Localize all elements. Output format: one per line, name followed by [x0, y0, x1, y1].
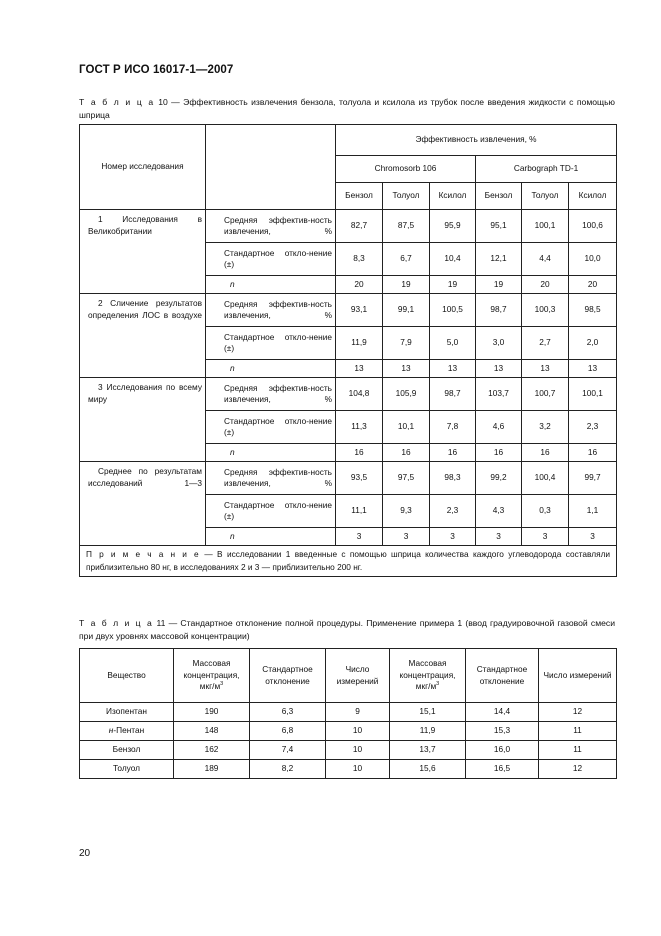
table10-value-cell: 9,3 — [383, 495, 430, 528]
table10-metric-label: Стандартное откло-нение (±) — [206, 495, 336, 528]
table11-value-cell: 162 — [174, 741, 250, 760]
table10-value-cell: 20 — [522, 276, 569, 294]
table11-value-cell: 11 — [539, 741, 617, 760]
table10-value-cell: 10,4 — [430, 243, 476, 276]
table10-value-cell: 2,3 — [430, 495, 476, 528]
table-row — [80, 294, 617, 327]
table10-value-cell: 13 — [430, 360, 476, 378]
table10-value-cell: 3 — [476, 528, 522, 546]
table11-substance-cell — [80, 722, 174, 741]
table10-value-cell: 99,2 — [476, 462, 522, 495]
table10-value-cell: 1,1 — [569, 495, 617, 528]
table10-metric-label: Стандартное откло-нение (±) — [206, 327, 336, 360]
table10-header-compound: Ксилол — [430, 183, 476, 210]
table11-value-cell: 8,2 — [250, 760, 326, 779]
table10-value-cell: 100,4 — [522, 462, 569, 495]
table10-note-lead: П р и м е ч а н и е — [86, 549, 201, 559]
table10-value-cell: 100,1 — [569, 378, 617, 411]
table10-value-cell: 93,5 — [336, 462, 383, 495]
table10-value-cell: 3 — [522, 528, 569, 546]
table11-header-std-dev: Стандартное отклонение — [466, 649, 539, 703]
table-10 — [79, 124, 617, 577]
table10-metric-label: Средняя эффектив-ность извлечения, % — [206, 210, 336, 243]
table10-value-cell: 98,7 — [476, 294, 522, 327]
table11-substance-cell — [80, 760, 174, 779]
table10-metric-label: n — [206, 444, 336, 462]
table10-metric-label: Средняя эффектив-ность извлечения, % — [206, 294, 336, 327]
table11-caption — [79, 617, 615, 642]
table10-caption-text: 10 — Эффективность извлечения бензола, толуола и ксилола из трубок после введения жидкости с помощью шприца — [79, 97, 615, 120]
table11-value-cell: 13,7 — [390, 741, 466, 760]
table10-value-cell: 16 — [430, 444, 476, 462]
table10-header-compound: Толуол — [522, 183, 569, 210]
table10-value-cell: 10,0 — [569, 243, 617, 276]
table11-header-std-dev: Стандартное отклонение — [250, 649, 326, 703]
table10-value-cell: 13 — [476, 360, 522, 378]
table-row — [80, 462, 617, 495]
table10-value-cell: 105,9 — [383, 378, 430, 411]
table11-value-cell: 16,5 — [466, 760, 539, 779]
substance-name: Толуол — [112, 763, 140, 774]
table11-value-cell: 148 — [174, 722, 250, 741]
table10-caption — [79, 96, 615, 121]
table10-value-cell: 13 — [383, 360, 430, 378]
table11-substance-cell — [80, 741, 174, 760]
table11-value-cell: 15,1 — [390, 703, 466, 722]
table10-value-cell: 10,1 — [383, 411, 430, 444]
table10-header-compound: Бензол — [476, 183, 522, 210]
table10-value-cell: 100,6 — [569, 210, 617, 243]
table11-header-mass-conc: Массовая концентрация, мкг/$м^3$ — [174, 649, 250, 703]
table10-value-cell: 5,0 — [430, 327, 476, 360]
table10-value-cell: 16 — [336, 444, 383, 462]
table10-value-cell: 7,8 — [430, 411, 476, 444]
table10-header-compound: Толуол — [383, 183, 430, 210]
table11-header-substance: Вещество — [80, 649, 174, 703]
table10-value-cell: 3,0 — [476, 327, 522, 360]
table10-header-efficiency: Эффективность извлечения, % — [336, 125, 617, 156]
table10-value-cell: 20 — [569, 276, 617, 294]
table10-value-cell: 97,5 — [383, 462, 430, 495]
table10-metric-label: n — [206, 528, 336, 546]
table11-value-cell: 190 — [174, 703, 250, 722]
table10-value-cell: 3 — [569, 528, 617, 546]
table10-metric-label: Стандартное откло-нение (±) — [206, 411, 336, 444]
table10-value-cell: 3 — [336, 528, 383, 546]
table10-metric-label: n — [206, 360, 336, 378]
table10-value-cell: 20 — [336, 276, 383, 294]
table10-value-cell: 0,3 — [522, 495, 569, 528]
table10-value-cell: 19 — [476, 276, 522, 294]
table-row — [80, 703, 617, 722]
table11-value-cell: 16,0 — [466, 741, 539, 760]
table11-value-cell: 15,6 — [390, 760, 466, 779]
table10-value-cell: 16 — [569, 444, 617, 462]
table10-header-compound: Бензол — [336, 183, 383, 210]
table10-value-cell: 98,7 — [430, 378, 476, 411]
table10-value-cell: 16 — [383, 444, 430, 462]
table10-value-cell: 19 — [383, 276, 430, 294]
table10-value-cell: 6,7 — [383, 243, 430, 276]
table10-value-cell: 99,1 — [383, 294, 430, 327]
table10-value-cell: 11,3 — [336, 411, 383, 444]
table10-value-cell: 13 — [336, 360, 383, 378]
table11-value-cell: 12 — [539, 760, 617, 779]
table10-study-label: 2 Сличение результатов определения ЛОС в воздухе — [80, 294, 206, 378]
table10-header-blank — [206, 125, 336, 210]
table10-metric-label: Стандартное откло-нение (±) — [206, 243, 336, 276]
table10-value-cell: 4,4 — [522, 243, 569, 276]
substance-name: Бензол — [112, 744, 141, 755]
table10-value-cell: 3 — [383, 528, 430, 546]
table10-value-cell: 13 — [569, 360, 617, 378]
table10-study-label: Среднее по результатам исследований 1—3 — [80, 462, 206, 546]
table10-value-cell: 2,3 — [569, 411, 617, 444]
table11-header-n: Число измерений — [539, 649, 617, 703]
table10-value-cell: 103,7 — [476, 378, 522, 411]
table11-value-cell: 6,3 — [250, 703, 326, 722]
table10-header-study: Номер исследования — [80, 125, 206, 210]
table10-value-cell: 4,6 — [476, 411, 522, 444]
table10-value-cell: 95,1 — [476, 210, 522, 243]
page-number: 20 — [79, 848, 91, 859]
table10-study-label: 3 Исследования по всему миру — [80, 378, 206, 462]
substance-name: -Пентан — [113, 725, 145, 736]
table10-caption-lead: Т а б л и ц а — [79, 97, 155, 107]
table10-value-cell: 82,7 — [336, 210, 383, 243]
table-row — [80, 722, 617, 741]
table11-value-cell: 11,9 — [390, 722, 466, 741]
table10-value-cell: 95,9 — [430, 210, 476, 243]
table10-metric-label: Средняя эффектив-ность извлечения, % — [206, 462, 336, 495]
table11-value-cell: 12 — [539, 703, 617, 722]
document-header: ГОСТ Р ИСО 16017-1—2007 — [79, 64, 234, 76]
table-row — [80, 378, 617, 411]
substance-prefix: н — [108, 725, 114, 736]
table10-value-cell: 19 — [430, 276, 476, 294]
table10-value-cell: 13 — [522, 360, 569, 378]
table10-metric-label: n — [206, 276, 336, 294]
table10-header-adsorbent-2: Carbograph TD-1 — [476, 156, 617, 183]
table10-value-cell: 100,1 — [522, 210, 569, 243]
table10-value-cell: 11,1 — [336, 495, 383, 528]
table11-value-cell: 189 — [174, 760, 250, 779]
table10-value-cell: 4,3 — [476, 495, 522, 528]
table10-value-cell: 100,5 — [430, 294, 476, 327]
table10-value-cell: 104,8 — [336, 378, 383, 411]
table10-value-cell: 100,7 — [522, 378, 569, 411]
table-row — [80, 210, 617, 243]
table11-caption-text: 11 — Стандартное отклонение полной процедуры. Применение примера 1 (ввод градуировочной газовой смеси при двух уровнях массовой концентрации) — [79, 618, 615, 641]
table10-value-cell: 3 — [430, 528, 476, 546]
table10-value-cell: 8,3 — [336, 243, 383, 276]
table10-value-cell: 12,1 — [476, 243, 522, 276]
table11-value-cell: 10 — [326, 722, 390, 741]
table10-value-cell: 11,9 — [336, 327, 383, 360]
table11-value-cell: 14,4 — [466, 703, 539, 722]
table11-value-cell: 9 — [326, 703, 390, 722]
table10-value-cell: 100,3 — [522, 294, 569, 327]
table10-study-label: 1 Исследования в Великобритании — [80, 210, 206, 294]
table-row — [80, 760, 617, 779]
table10-header-compound: Ксилол — [569, 183, 617, 210]
table11-value-cell: 11 — [539, 722, 617, 741]
table10-note — [80, 546, 617, 577]
table10-value-cell: 7,9 — [383, 327, 430, 360]
table-row — [80, 741, 617, 760]
table10-value-cell: 3,2 — [522, 411, 569, 444]
table10-value-cell: 16 — [476, 444, 522, 462]
table11-value-cell: 15,3 — [466, 722, 539, 741]
table10-note-text: — В исследовании 1 введенные с помощью шприца количества каждого углеводорода составляли приблизительно 80 нг, в исследованиях 2 и 3 — приблизительно 200 нг. — [86, 549, 611, 572]
table10-value-cell: 98,3 — [430, 462, 476, 495]
table11-value-cell: 10 — [326, 741, 390, 760]
table11-caption-lead: Т а б л и ц а — [79, 618, 154, 628]
table11-value-cell: 10 — [326, 760, 390, 779]
table10-value-cell: 87,5 — [383, 210, 430, 243]
table11-header-mass-conc: Массовая концентрация, мкг/$м^3$ — [390, 649, 466, 703]
table10-value-cell: 2,0 — [569, 327, 617, 360]
table-11 — [79, 648, 617, 779]
table10-value-cell: 98,5 — [569, 294, 617, 327]
table11-value-cell: 6,8 — [250, 722, 326, 741]
table10-value-cell: 2,7 — [522, 327, 569, 360]
table11-substance-cell — [80, 703, 174, 722]
table10-value-cell: 93,1 — [336, 294, 383, 327]
table10-value-cell: 99,7 — [569, 462, 617, 495]
table11-header-n: Число измерений — [326, 649, 390, 703]
table10-metric-label: Средняя эффектив-ность извлечения, % — [206, 378, 336, 411]
table10-header-adsorbent-1: Chromosorb 106 — [336, 156, 476, 183]
substance-name: Изопентан — [106, 706, 147, 717]
table11-value-cell: 7,4 — [250, 741, 326, 760]
table10-value-cell: 16 — [522, 444, 569, 462]
